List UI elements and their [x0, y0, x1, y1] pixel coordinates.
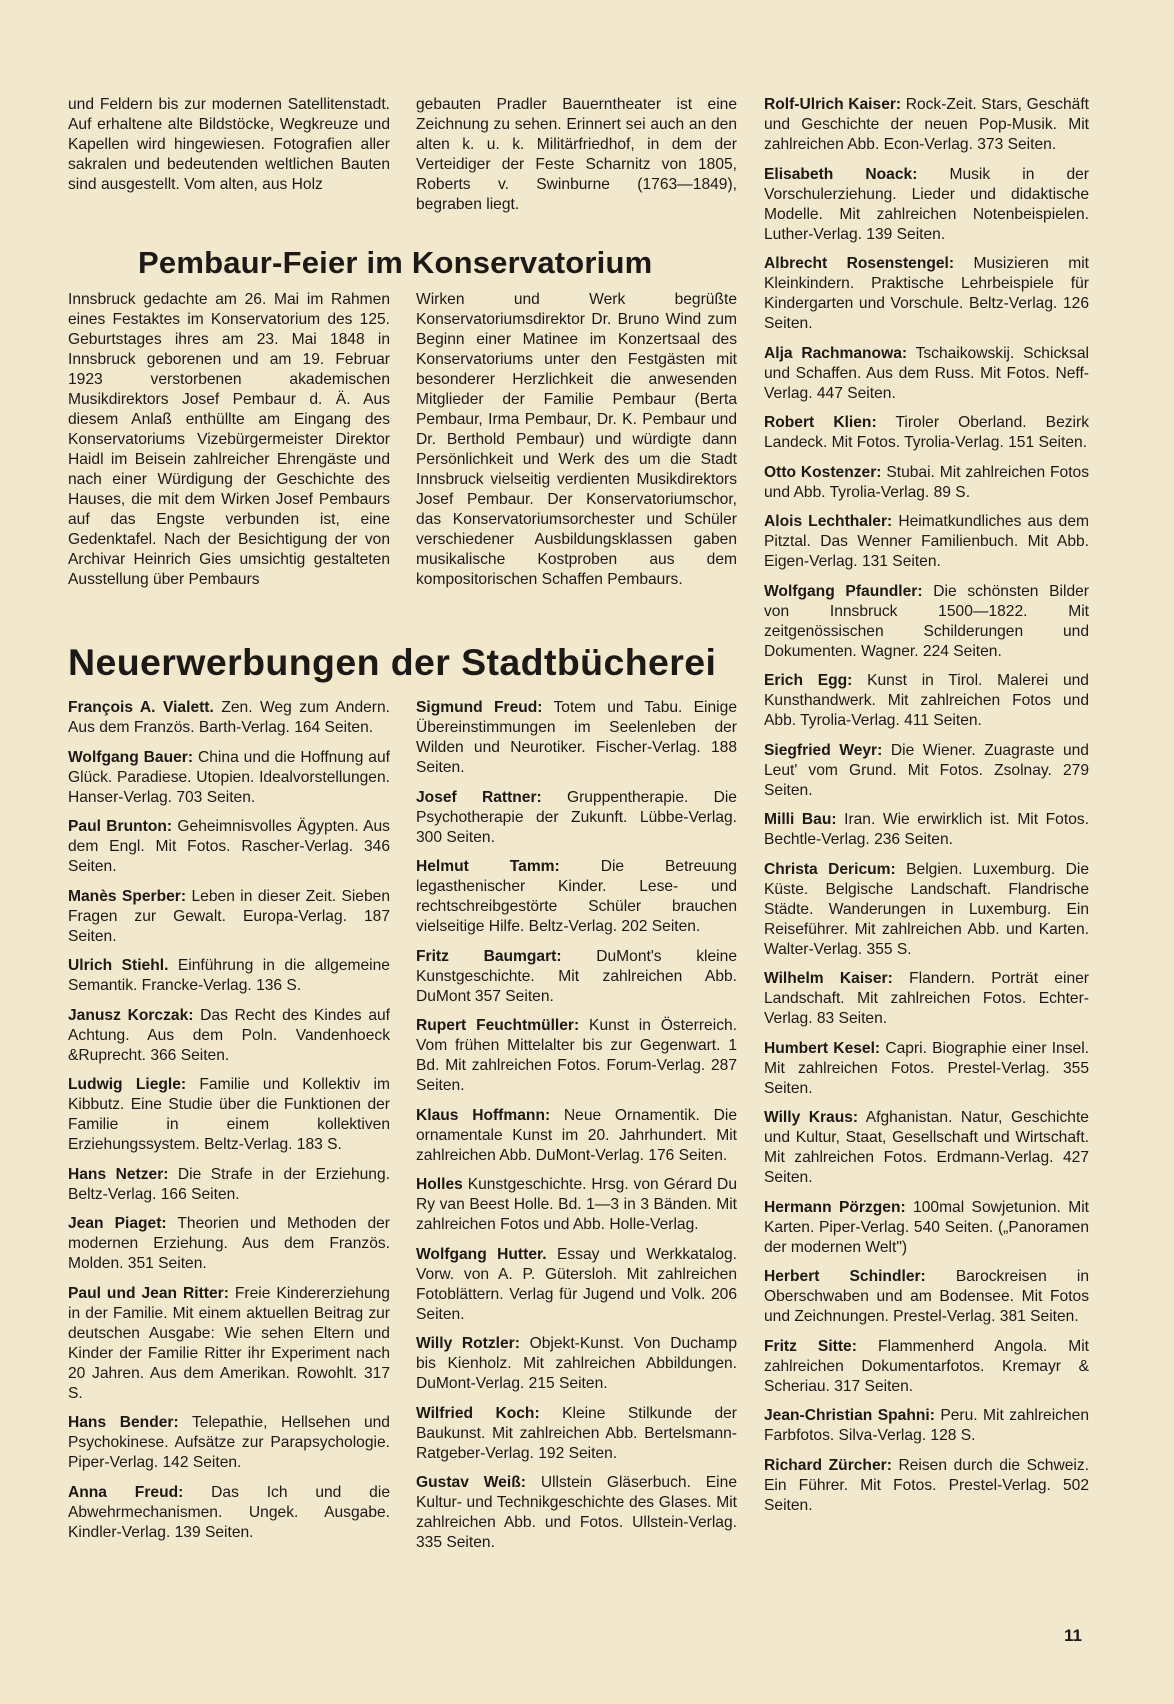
book-list-col2	[416, 698, 737, 1553]
book-author: Wolfgang Pfaundler:	[764, 582, 923, 600]
books-column-3	[764, 95, 1089, 1525]
intro-paragraph-1: und Feldern bis zur modernen Satellitenstadt. Auf erhaltene alte Bildstöcke, Wegkreuze und Kapellen wird hingewiesen. Fotografien aller sakralen und bedeutenden weltlichen Bauten sind ausgestellt. Vom alten, aus Holz	[68, 96, 390, 193]
book-entry	[764, 463, 1089, 503]
pembaur-column-1	[68, 290, 390, 590]
book-entry	[416, 1404, 737, 1464]
books-column-1	[68, 698, 390, 1552]
book-description: Barockreisen in Oberschwaben und am Bodensee. Mit Fotos und Zeichnungen. Prestel-Verlag. 381 Seiten.	[764, 1268, 1089, 1325]
book-author: Rupert Feuchtmüller:	[416, 1017, 580, 1034]
book-entry	[68, 1165, 390, 1205]
book-author: Hans Netzer:	[68, 1165, 169, 1183]
book-description: Tiroler Oberland. Bezirk Landeck. Mit Fotos. Tyrolia-Verlag. 151 Seiten.	[764, 414, 1089, 451]
book-entry	[68, 1006, 390, 1066]
book-description: Belgien. Luxemburg. Die Küste. Belgische Landschaft. Flandrische Städte. Wanderungen in Luxemburg. Ein Reiseführer. Mit zahlreichen Abb. und Karten. Walter-Verlag. 355 S.	[764, 860, 1090, 958]
pembaur-paragraph-1: Innsbruck gedachte am 26. Mai im Rahmen eines Festaktes im Konservatorium des 125. Geburtstages ihres am 23. Mai 1848 in Innsbruck geborenen und am 19. Februar 1923 verstorbenen akademischen Musikdirektors Josef Pembaur d. Ä. Aus diesem Anlaß enthüllte am Eingang des Konservatoriums Vizebürgermeister Direktor Haidl im Beisein zahlreicher Ehrengäste und nach einer Würdigung der Geschichte des Hauses, die mit dem Wirken Josef Pembaurs auf das Engste verbunden ist, eine Gedenktafel. Nach der Besichtigung der von Archivar Heinrich Gies umsichtig gestalteten Ausstellung über Pembaurs	[68, 291, 390, 588]
book-author: Alja Rachmanowa:	[764, 344, 908, 362]
book-description: Das Recht des Kindes auf Achtung. Aus dem Poln. Vandenhoeck &Ruprecht. 366 Seiten.	[68, 1006, 390, 1064]
book-entry	[764, 1456, 1089, 1516]
book-description: Kunst in Österreich. Vom frühen Mittelalter bis zur Gegenwart. 1 Bd. Mit zahlreichen Fotos. Forum-Verlag. 287 Seiten.	[416, 1017, 737, 1094]
book-entry	[764, 344, 1089, 404]
book-entry	[68, 1413, 390, 1473]
book-entry	[764, 1406, 1089, 1446]
book-entry	[68, 698, 390, 738]
book-author: Jean Piaget:	[68, 1215, 167, 1232]
book-description: Familie und Kollektiv im Kibbutz. Eine Studie über die Funktionen der Familie in einem kollektiven Erziehungssystem. Beltz-Verlag. 183 S.	[68, 1076, 390, 1153]
book-description: Neue Ornamentik. Die ornamentale Kunst im 20. Jahrhundert. Mit zahlreichen Abb. DuMont-Verlag. 176 Seiten.	[416, 1106, 737, 1164]
book-description: China und die Hoffnung auf Glück. Paradiese. Utopien. Idealvorstellungen. Hanser-Verlag. 703 Seiten.	[68, 748, 390, 806]
book-author: Paul Brunton:	[68, 818, 173, 835]
book-author: Alois Lechthaler:	[764, 513, 893, 530]
book-description: Kunstgeschichte. Hrsg. von Gérard Du Ry van Beest Holle. Bd. 1—3 in 3 Bänden. Mit zahlreichen Fotos und Abb. Holle-Verlag.	[416, 1176, 737, 1233]
book-entry	[764, 1198, 1089, 1258]
book-author: Herbert Schindler:	[764, 1268, 926, 1285]
books-column-2	[416, 698, 737, 1563]
book-author: Ludwig Liegle:	[68, 1076, 187, 1093]
book-description: Einführung in die allgemeine Semantik. Francke-Verlag. 136 S.	[68, 957, 390, 994]
book-list-col1	[68, 698, 390, 1543]
book-author: Willy Kraus:	[764, 1109, 859, 1126]
book-entry	[416, 1473, 737, 1553]
book-entry	[764, 1108, 1089, 1188]
intro-paragraph-2: gebauten Pradler Bauerntheater ist eine Zeichnung zu sehen. Erinnert sei auch an den alten k. u. k. Militärfriedhof, in dem der Verteidiger der Feste Scharnitz von 1805, Roberts v. Swinburne (1763—1849), begraben liegt.	[416, 96, 737, 213]
book-description: Essay und Werkkatalog. Vorw. von A. P. Gütersloh. Mit zahlreichen Fotoblättern. Verlag für Jugend und Volk. 206 Seiten.	[416, 1245, 737, 1323]
book-author: Jean-Christian Spahni:	[764, 1407, 935, 1424]
book-description: Geheimnisvolles Ägypten. Aus dem Engl. Mit Fotos. Rascher-Verlag. 346 Seiten.	[68, 818, 390, 875]
intro-column-2	[416, 95, 737, 215]
book-entry	[764, 1039, 1089, 1099]
book-entry	[68, 956, 390, 996]
book-description: Objekt-Kunst. Von Duchamp bis Kienholz. Mit zahlreichen Abbildungen. DuMont-Verlag. 215 Seiten.	[416, 1335, 737, 1392]
book-description: Stubai. Mit zahlreichen Fotos und Abb. Tyrolia-Verlag. 89 S.	[764, 463, 1089, 501]
book-entry	[764, 810, 1089, 850]
book-entry	[68, 1284, 390, 1404]
book-author: Anna Freud:	[68, 1483, 184, 1501]
book-description: Iran. Wie erwirklich ist. Mit Fotos. Bechtle-Verlag. 236 Seiten.	[764, 811, 1089, 848]
book-description: Die schönsten Bilder von Innsbruck 1500—1822. Mit zeitgenössischen Schilderungen und Dokumenten. Wagner. 224 Seiten.	[764, 582, 1089, 660]
book-entry	[416, 1175, 737, 1235]
book-author: Richard Zürcher:	[764, 1456, 892, 1474]
book-author: Holles	[416, 1176, 463, 1193]
book-author: Christa Dericum:	[764, 860, 896, 878]
book-description: Das Ich und die Abwehrmechanismen. Ungek. Ausgabe. Kindler-Verlag. 139 Seiten.	[68, 1483, 390, 1541]
book-description: Flandern. Porträt einer Landschaft. Mit zahlreichen Fotos. Echter-Verlag. 83 Seiten.	[764, 970, 1089, 1027]
book-description: Telepathie, Hellsehen und Psychokinese. Aufsätze zur Parapsychologie. Piper-Verlag. 142 Seiten.	[68, 1414, 390, 1471]
book-entry	[68, 1075, 390, 1155]
book-author: Klaus Hoffmann:	[416, 1106, 551, 1124]
book-description: Totem und Tabu. Einige Übereinstimmungen im Seelenleben der Wilden und Neurotiker. Fischer-Verlag. 188 Seiten.	[416, 699, 737, 776]
book-description: Musik in der Vorschulerziehung. Lieder und didaktische Modelle. Mit zahlreichen Notenbeispielen. Luther-Verlag. 139 Seiten.	[764, 165, 1089, 243]
book-description: Ullstein Gläserbuch. Eine Kultur- und Technikgeschichte des Glases. Mit zahlreichen Abb. und Fotos. Ullstein-Verlag. 335 Seiten.	[416, 1474, 737, 1551]
book-author: Helmut Tamm:	[416, 858, 560, 875]
book-author: Siegfried Weyr:	[764, 741, 883, 759]
book-description: Die Betreuung legasthenischer Kinder. Lese- und rechtschreibgestörte Schüler brauchen vielseitige Hilfe. Beltz-Verlag. 202 Seiten.	[416, 858, 737, 935]
book-description: Flammenherd Angola. Mit zahlreichen Dokumentarfotos. Kremayr & Scheriau. 317 Seiten.	[764, 1337, 1089, 1395]
book-description: Die Strafe in der Erziehung. Beltz-Verlag. 166 Seiten.	[68, 1165, 390, 1203]
book-entry	[764, 671, 1089, 731]
book-author: Manès Sperber:	[68, 887, 187, 905]
book-entry	[764, 165, 1089, 245]
book-entry	[68, 887, 390, 947]
book-description: Zen. Weg zum Andern. Aus dem Französ. Barth-Verlag. 164 Seiten.	[68, 699, 391, 736]
book-entry	[68, 817, 390, 877]
book-description: Die Wiener. Zuagraste und Leut' vom Grund. Mit Fotos. Zsolnay. 279 Seiten.	[764, 741, 1089, 799]
book-entry	[764, 969, 1089, 1029]
book-entry	[764, 582, 1089, 662]
book-description: Capri. Biographie einer Insel. Mit zahlreichen Fotos. Prestel-Verlag. 355 Seiten.	[764, 1039, 1089, 1097]
book-author: Otto Kostenzer:	[764, 463, 882, 481]
book-author: Wolfgang Bauer:	[68, 748, 194, 766]
page-number: 11	[1064, 1626, 1082, 1645]
book-description: Tschaikowskij. Schicksal und Schaffen. Aus dem Russ. Mit Fotos. Neff-Verlag. 447 Seiten.	[764, 344, 1089, 402]
book-author: Josef Rattner:	[416, 788, 542, 806]
book-description: Reisen durch die Schweiz. Ein Führer. Mit Fotos. Prestel-Verlag. 502 Seiten.	[764, 1456, 1089, 1514]
book-description: Rock-Zeit. Stars, Geschäft und Geschichte der neuen Pop-Musik. Mit zahlreichen Abb. Econ-Verlag. 373 Seiten.	[764, 96, 1089, 153]
book-description: Kleine Stilkunde der Baukunst. Mit zahlreichen Abb. Bertelsmann-Ratgeber-Verlag. 192 Seiten.	[416, 1404, 737, 1462]
book-entry	[416, 698, 737, 778]
book-author: Wilhelm Kaiser:	[764, 970, 893, 987]
book-author: Sigmund Freud:	[416, 699, 543, 716]
pembaur-column-2	[416, 290, 737, 590]
book-entry	[416, 1016, 737, 1096]
book-author: Willy Rotzler:	[416, 1335, 520, 1352]
book-author: Humbert Kesel:	[764, 1039, 881, 1057]
book-entry	[416, 1245, 737, 1325]
book-description: Heimatkundliches aus dem Pitztal. Das Wenner Familienbuch. Mit Abb. Eigen-Verlag. 131 Seiten.	[764, 513, 1090, 570]
book-entry	[68, 748, 390, 808]
book-description: Musizieren mit Kleinkindern. Praktische Lehrbeispiele für Kindergarten und Vorschule. Beltz-Verlag. 126 Seiten.	[764, 255, 1090, 332]
book-description: Peru. Mit zahlreichen Farbfotos. Silva-Verlag. 128 S.	[764, 1407, 1089, 1444]
book-author: Fritz Baumgart:	[416, 947, 562, 965]
book-author: Fritz Sitte:	[764, 1337, 857, 1355]
book-entry	[764, 512, 1089, 572]
book-author: Janusz Korczak:	[68, 1006, 194, 1024]
book-description: Freie Kindererziehung in der Familie. Mit einem aktuellen Beitrag zur deutschen Ausgabe: Wie sehen Eltern und Kinder der Familie Ritter ihr Experiment nach 20 Jahren. Aus dem Amerikan. Rowohlt. 317 S.	[68, 1284, 390, 1402]
book-author: Wolfgang Hutter.	[416, 1245, 547, 1263]
book-author: Albrecht Rosenstengel:	[764, 255, 955, 272]
book-author: Wilfried Koch:	[416, 1404, 540, 1422]
book-entry	[416, 788, 737, 848]
book-entry	[68, 1483, 390, 1543]
book-entry	[764, 1337, 1089, 1397]
book-entry	[764, 741, 1089, 801]
book-entry	[764, 95, 1089, 155]
book-entry	[68, 1214, 390, 1274]
book-description: 100mal Sowjetunion. Mit Karten. Piper-Verlag. 540 Seiten. („Panoramen der modernen Welt")	[764, 1198, 1089, 1256]
book-author: Robert Klien:	[764, 414, 877, 431]
book-author: Paul und Jean Ritter:	[68, 1284, 229, 1302]
book-entry	[764, 254, 1089, 334]
pembaur-heading: Pembaur-Feier im Konservatorium	[138, 245, 653, 280]
book-entry	[764, 1267, 1089, 1327]
book-author: Rolf-Ulrich Kaiser:	[764, 96, 902, 113]
book-entry	[416, 947, 737, 1007]
book-author: Erich Egg:	[764, 672, 853, 689]
book-entry	[764, 413, 1089, 453]
book-description: Gruppentherapie. Die Psychotherapie der Zukunft. Lübbe-Verlag. 300 Seiten.	[416, 788, 737, 846]
book-description: DuMont's kleine Kunstgeschichte. Mit zahlreichen Abb. DuMont 357 Seiten.	[416, 947, 737, 1005]
book-entry	[416, 857, 737, 937]
book-entry	[764, 860, 1089, 960]
book-author: Elisabeth Noack:	[764, 165, 918, 183]
book-author: Gustav Weiß:	[416, 1474, 526, 1491]
book-author: François A. Vialett.	[68, 699, 214, 716]
neuerwerbungen-heading: Neuerwerbungen der Stadtbücherei	[68, 641, 717, 683]
book-author: Hermann Pörzgen:	[764, 1198, 906, 1216]
book-list-col3	[764, 95, 1089, 1516]
book-description: Kunst in Tirol. Malerei und Kunsthandwerk. Mit zahlreichen Fotos und Abb. Tyrolia-Verlag. 411 Seiten.	[764, 672, 1089, 729]
book-author: Hans Bender:	[68, 1414, 179, 1431]
book-author: Milli Bau:	[764, 811, 837, 828]
book-description: Theorien und Methoden der modernen Erziehung. Aus dem Französ. Molden. 351 Seiten.	[68, 1215, 390, 1272]
book-description: Afghanistan. Natur, Geschichte und Kultur, Staat, Gesellschaft und Wirtschaft. Mit zahlreichen Fotos. Erdmann-Verlag. 427 Seiten.	[764, 1109, 1089, 1186]
book-author: Ulrich Stiehl.	[68, 957, 169, 974]
pembaur-paragraph-2: Wirken und Werk begrüßte Konservatoriumsdirektor Dr. Bruno Wind zum Beginn einer Matinee im Konzertsaal des Konservatoriums unter den Festgästen mit besonderer Herzlichkeit die anwesenden Mitglieder der Familie Pembaur (Berta Pembaur, Irma Pembaur, Dr. K. Pembaur und Dr. Berthold Pembaur) und würdigte dann Persönlichkeit und Werk des um die Stadt Innsbruck vielseitig verdienten Musikdirektors Josef Pembaur. Der Konservatoriumschor, das Konservatoriumsorchester und Schüler verschiedener Ausbildungsklassen gaben musikalische Kostproben aus dem kompositorischen Schaffen Pembaurs.	[416, 291, 737, 588]
book-entry	[416, 1106, 737, 1166]
book-description: Leben in dieser Zeit. Sieben Fragen zur Gewalt. Europa-Verlag. 187 Seiten.	[68, 887, 390, 945]
book-entry	[416, 1334, 737, 1394]
intro-column-1	[68, 95, 390, 195]
